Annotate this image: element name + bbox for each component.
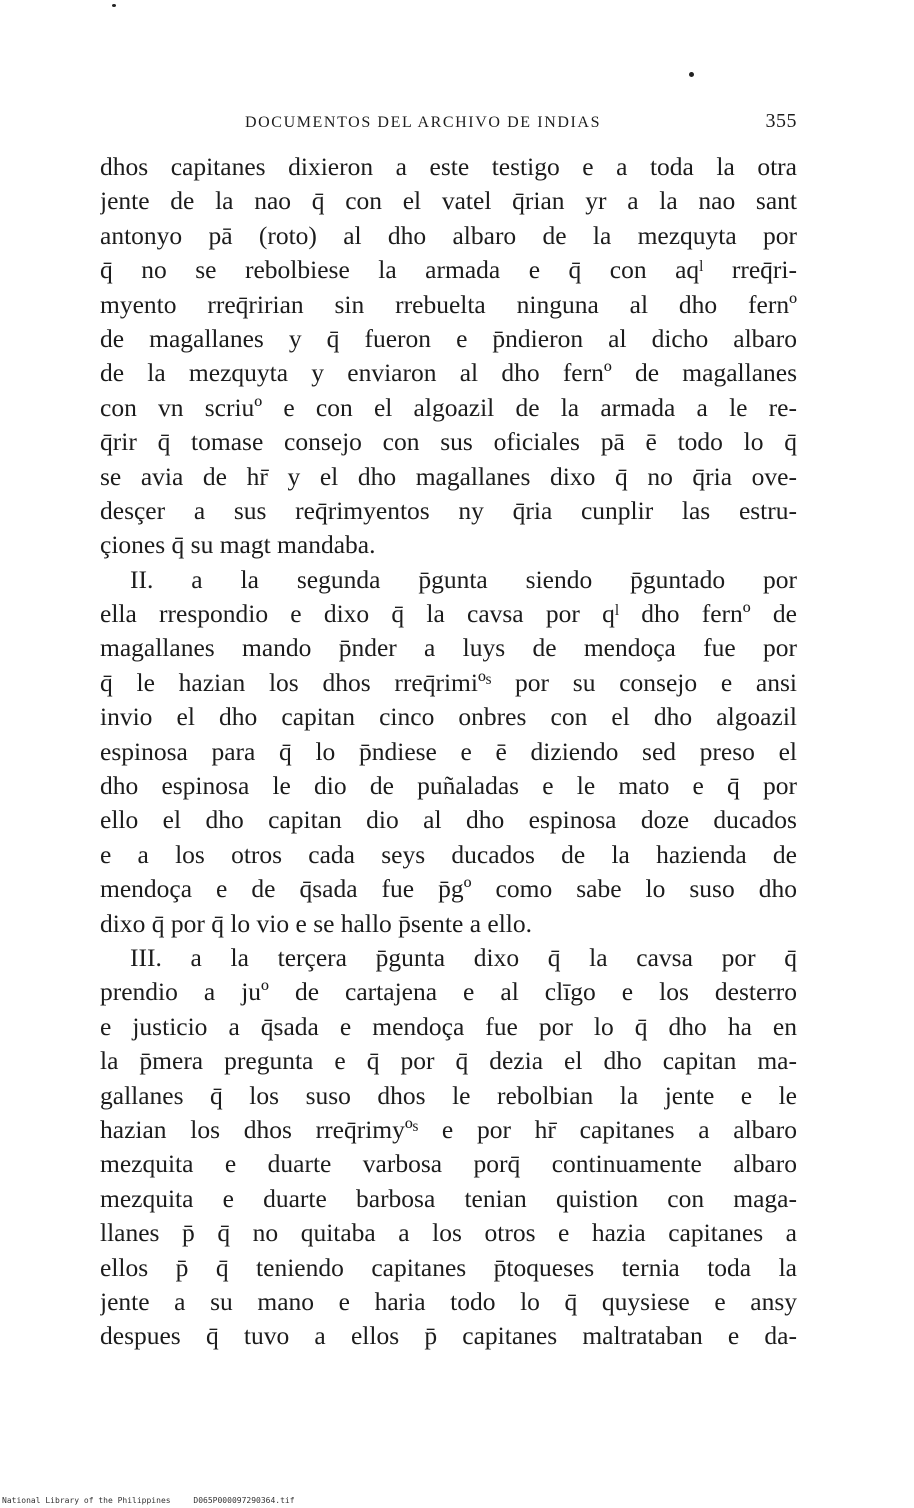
text-line: antonyo pā (roto) al dho albaro de la mezquyta por	[100, 220, 797, 250]
text-line: prendio a juº de cartajena e al clīgo e los desterro	[100, 977, 797, 1007]
text-line: mendoça e de q̄sada fue p̄gº como sabe lo suso dho	[100, 874, 797, 904]
text-line: espinosa para q̄ lo p̄ndiese e ē diziendo sed preso el	[100, 736, 797, 766]
text-line: q̄rir q̄ tomase consejo con sus oficiales pā ē todo lo q̄	[100, 427, 797, 457]
text-line: çiones q̄ su magt mandaba.	[100, 530, 376, 560]
scan-footer	[2, 1496, 313, 1505]
running-header	[100, 110, 797, 134]
text-line: magallanes mando p̄nder a luys de mendoça fue por	[100, 633, 797, 663]
text-line: dho espinosa le dio de puñaladas e le mato e q̄ por	[100, 771, 797, 801]
text-line: ella rrespondio e dixo q̄ la cavsa por qˡ dho fernº de	[100, 599, 797, 629]
text-line: myento rreq̄ririan sin rrebuelta ninguna al dho fernº	[100, 289, 797, 319]
text-line: hazian los dhos rreq̄rimyºˢ e por hr̄ capitanes a albaro	[100, 1114, 797, 1144]
text-line: ello el dho capitan dio al dho espinosa doze ducados	[100, 805, 797, 835]
text-line: e a los otros cada seys ducados de la hazienda de	[100, 839, 797, 869]
text-line: II. a la segunda p̄gunta siendo p̄guntado por	[130, 564, 797, 594]
text-line: ellos p̄ q̄ teniendo capitanes p̄toqueses ternia toda la	[100, 1252, 797, 1282]
text-line: se avia de hr̄ y el dho magallanes dixo q̄ no q̄ria ove-	[100, 461, 797, 491]
text-line: gallanes q̄ los suso dhos le rebolbian la jente e le	[100, 1080, 797, 1110]
text-body	[100, 150, 797, 1354]
text-line: e justicio a q̄sada e mendoça fue por lo q̄ dho ha en	[100, 1011, 797, 1041]
text-line: q̄ no se rebolbiese la armada e q̄ con aqˡ rreq̄ri-	[100, 255, 797, 285]
text-line: dixo q̄ por q̄ lo vio e se hallo p̄sente a ello.	[100, 908, 532, 938]
text-line: jente de la nao q̄ con el vatel q̄rian yr a la nao sant	[100, 186, 797, 216]
text-line: con vn scriuº e con el algoazil de la armada a le re-	[100, 392, 797, 422]
footer-library: National Library of the Philippines	[2, 1496, 171, 1505]
scan-speck	[112, 4, 116, 7]
text-line: jente a su mano e haria todo lo q̄ quysiese e ansy	[100, 1286, 797, 1316]
text-line: de la mezquyta y enviaron al dho fernº de magallanes	[100, 358, 797, 388]
text-line: despues q̄ tuvo a ellos p̄ capitanes maltrataban e da-	[100, 1321, 797, 1351]
text-line: de magallanes y q̄ fueron e p̄ndieron al dicho albaro	[100, 323, 797, 353]
text-line: dhos capitanes dixieron a este testigo e a toda la otra	[100, 152, 797, 181]
text-line: q̄ le hazian los dhos rreq̄rimiºˢ por su consejo e ansi	[100, 667, 797, 697]
running-title: DOCUMENTOS DEL ARCHIVO DE INDIAS	[245, 114, 602, 131]
text-line: mezquita e duarte barbosa tenian quistion con maga-	[100, 1183, 797, 1213]
scan-speck	[689, 72, 694, 77]
text-line: mezquita e duarte varbosa porq̄ continuamente albaro	[100, 1149, 797, 1179]
text-line: III. a la terçera p̄gunta dixo q̄ la cavsa por q̄	[130, 942, 797, 972]
footer-file: D065P000097290364.tif	[193, 1496, 295, 1505]
text-line: invio el dho capitan cinco onbres con el dho algoazil	[100, 702, 797, 732]
text-line: la p̄mera pregunta e q̄ por q̄ dezia el dho capitan ma-	[100, 1046, 797, 1076]
page-number: 355	[765, 110, 797, 132]
text-line: desçer a sus req̄rimyentos ny q̄ria cunplir las estru-	[100, 495, 797, 525]
text-line: llanes p̄ q̄ no quitaba a los otros e hazia capitanes a	[100, 1218, 797, 1248]
